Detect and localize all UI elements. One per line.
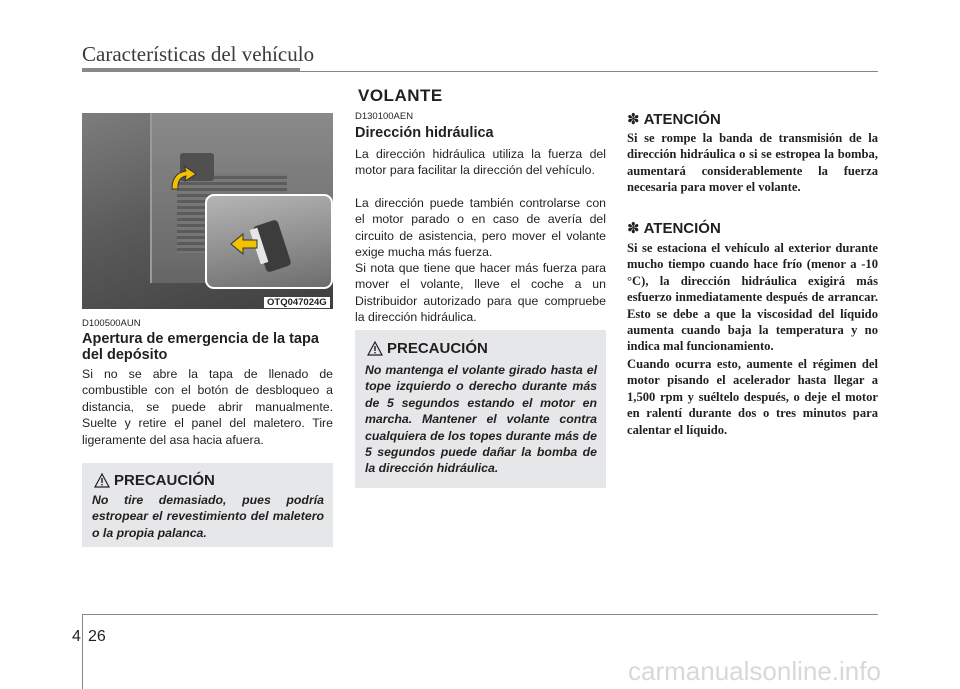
body-paragraph: La dirección hidráulica utiliza la fuerza del motor para facilitar la dirección del vehículo. xyxy=(355,147,606,178)
caution-title: PRECAUCIÓN xyxy=(114,472,215,489)
arrow-icon xyxy=(229,232,259,256)
attention-title: ATENCIÓN xyxy=(643,111,721,128)
watermark: carmanualsonline.info xyxy=(628,656,881,686)
attention-heading xyxy=(627,110,721,128)
section-code: D100500AUN xyxy=(82,318,141,329)
caution-box xyxy=(355,330,606,488)
warning-icon xyxy=(94,473,110,488)
footer-rule xyxy=(82,614,878,615)
attention-title: ATENCIÓN xyxy=(643,220,721,237)
star-icon: ✽ xyxy=(627,110,640,128)
attention-text: Si se rompe la banda de transmisión de la dirección hidráulica o si se estropea la bomba, aumentará considerablemente la fuerza necesaria para mover el volante. xyxy=(627,131,878,195)
caution-text: No tire demasiado, pues podría estropear el revestimiento del maletero o la propia palanca. xyxy=(92,493,324,540)
footer-divider xyxy=(82,614,83,689)
chapter-header-title: Características del vehículo xyxy=(82,42,315,66)
attention-text: Si se estaciona el vehículo al exterior durante mucho tiempo cuando hace frío (menor a -10 °C), la dirección hidráulica exigirá más esfuerzo inmediatamente después de arrancar. Esto se debe a que la viscosidad del líquido aumenta cuando baja la temperatura y no indica mal funcionamiento. xyxy=(627,241,878,354)
warning-icon xyxy=(367,341,383,356)
arrow-icon xyxy=(166,163,200,197)
section-code: D130100AEN xyxy=(355,111,414,122)
subsection-heading: Apertura de emergencia de la tapa del depósito xyxy=(82,331,319,363)
body-paragraph: La dirección puede también controlarse con el motor parado o en caso de avería del circuito de asistencia, pero mover el volante exige mucha más fuerza. xyxy=(355,196,606,260)
body-paragraph: Si nota que tiene que hacer más fuerza para mover el volante, lleve el coche a un Distribuidor autorizado para que compruebe la dirección hidráulica. xyxy=(355,261,606,325)
detail-inset xyxy=(205,194,333,289)
chapter-number: 4 xyxy=(72,628,81,645)
caution-text: No mantenga el volante girado hasta el tope izquierdo o derecho durante más de 5 segundos estando el motor en marcha. Mantener el volante contra cualquiera de los topes durante más de 5 segundos puede dañar la bomba de la dirección hidráulica. xyxy=(365,363,597,476)
section-title: VOLANTE xyxy=(358,86,443,105)
caution-title: PRECAUCIÓN xyxy=(387,340,488,357)
page-number: 26 xyxy=(88,628,106,645)
figure-caption: OTQ047024G xyxy=(264,297,330,308)
caution-box xyxy=(82,463,333,547)
attention-text: Cuando ocurra esto, aumente el régimen del motor pisando el acelerador hasta llegar a 1,500 rpm y suéltelo después, o deje el motor en ralentí durante dos o tres minutos para calentar el líquido. xyxy=(627,357,878,437)
trunk-panel-photo xyxy=(82,113,333,309)
attention-heading xyxy=(627,219,721,237)
star-icon: ✽ xyxy=(627,219,640,237)
subsection-heading: Dirección hidráulica xyxy=(355,125,494,141)
body-paragraph: Si no se abre la tapa de llenado de combustible con el botón de desbloqueo a distancia, se puede abrir manualmente. Suelte y retire el panel del maletero. Tire ligeramente del asa hacia afuera. xyxy=(82,367,333,447)
header-rule xyxy=(82,71,878,72)
